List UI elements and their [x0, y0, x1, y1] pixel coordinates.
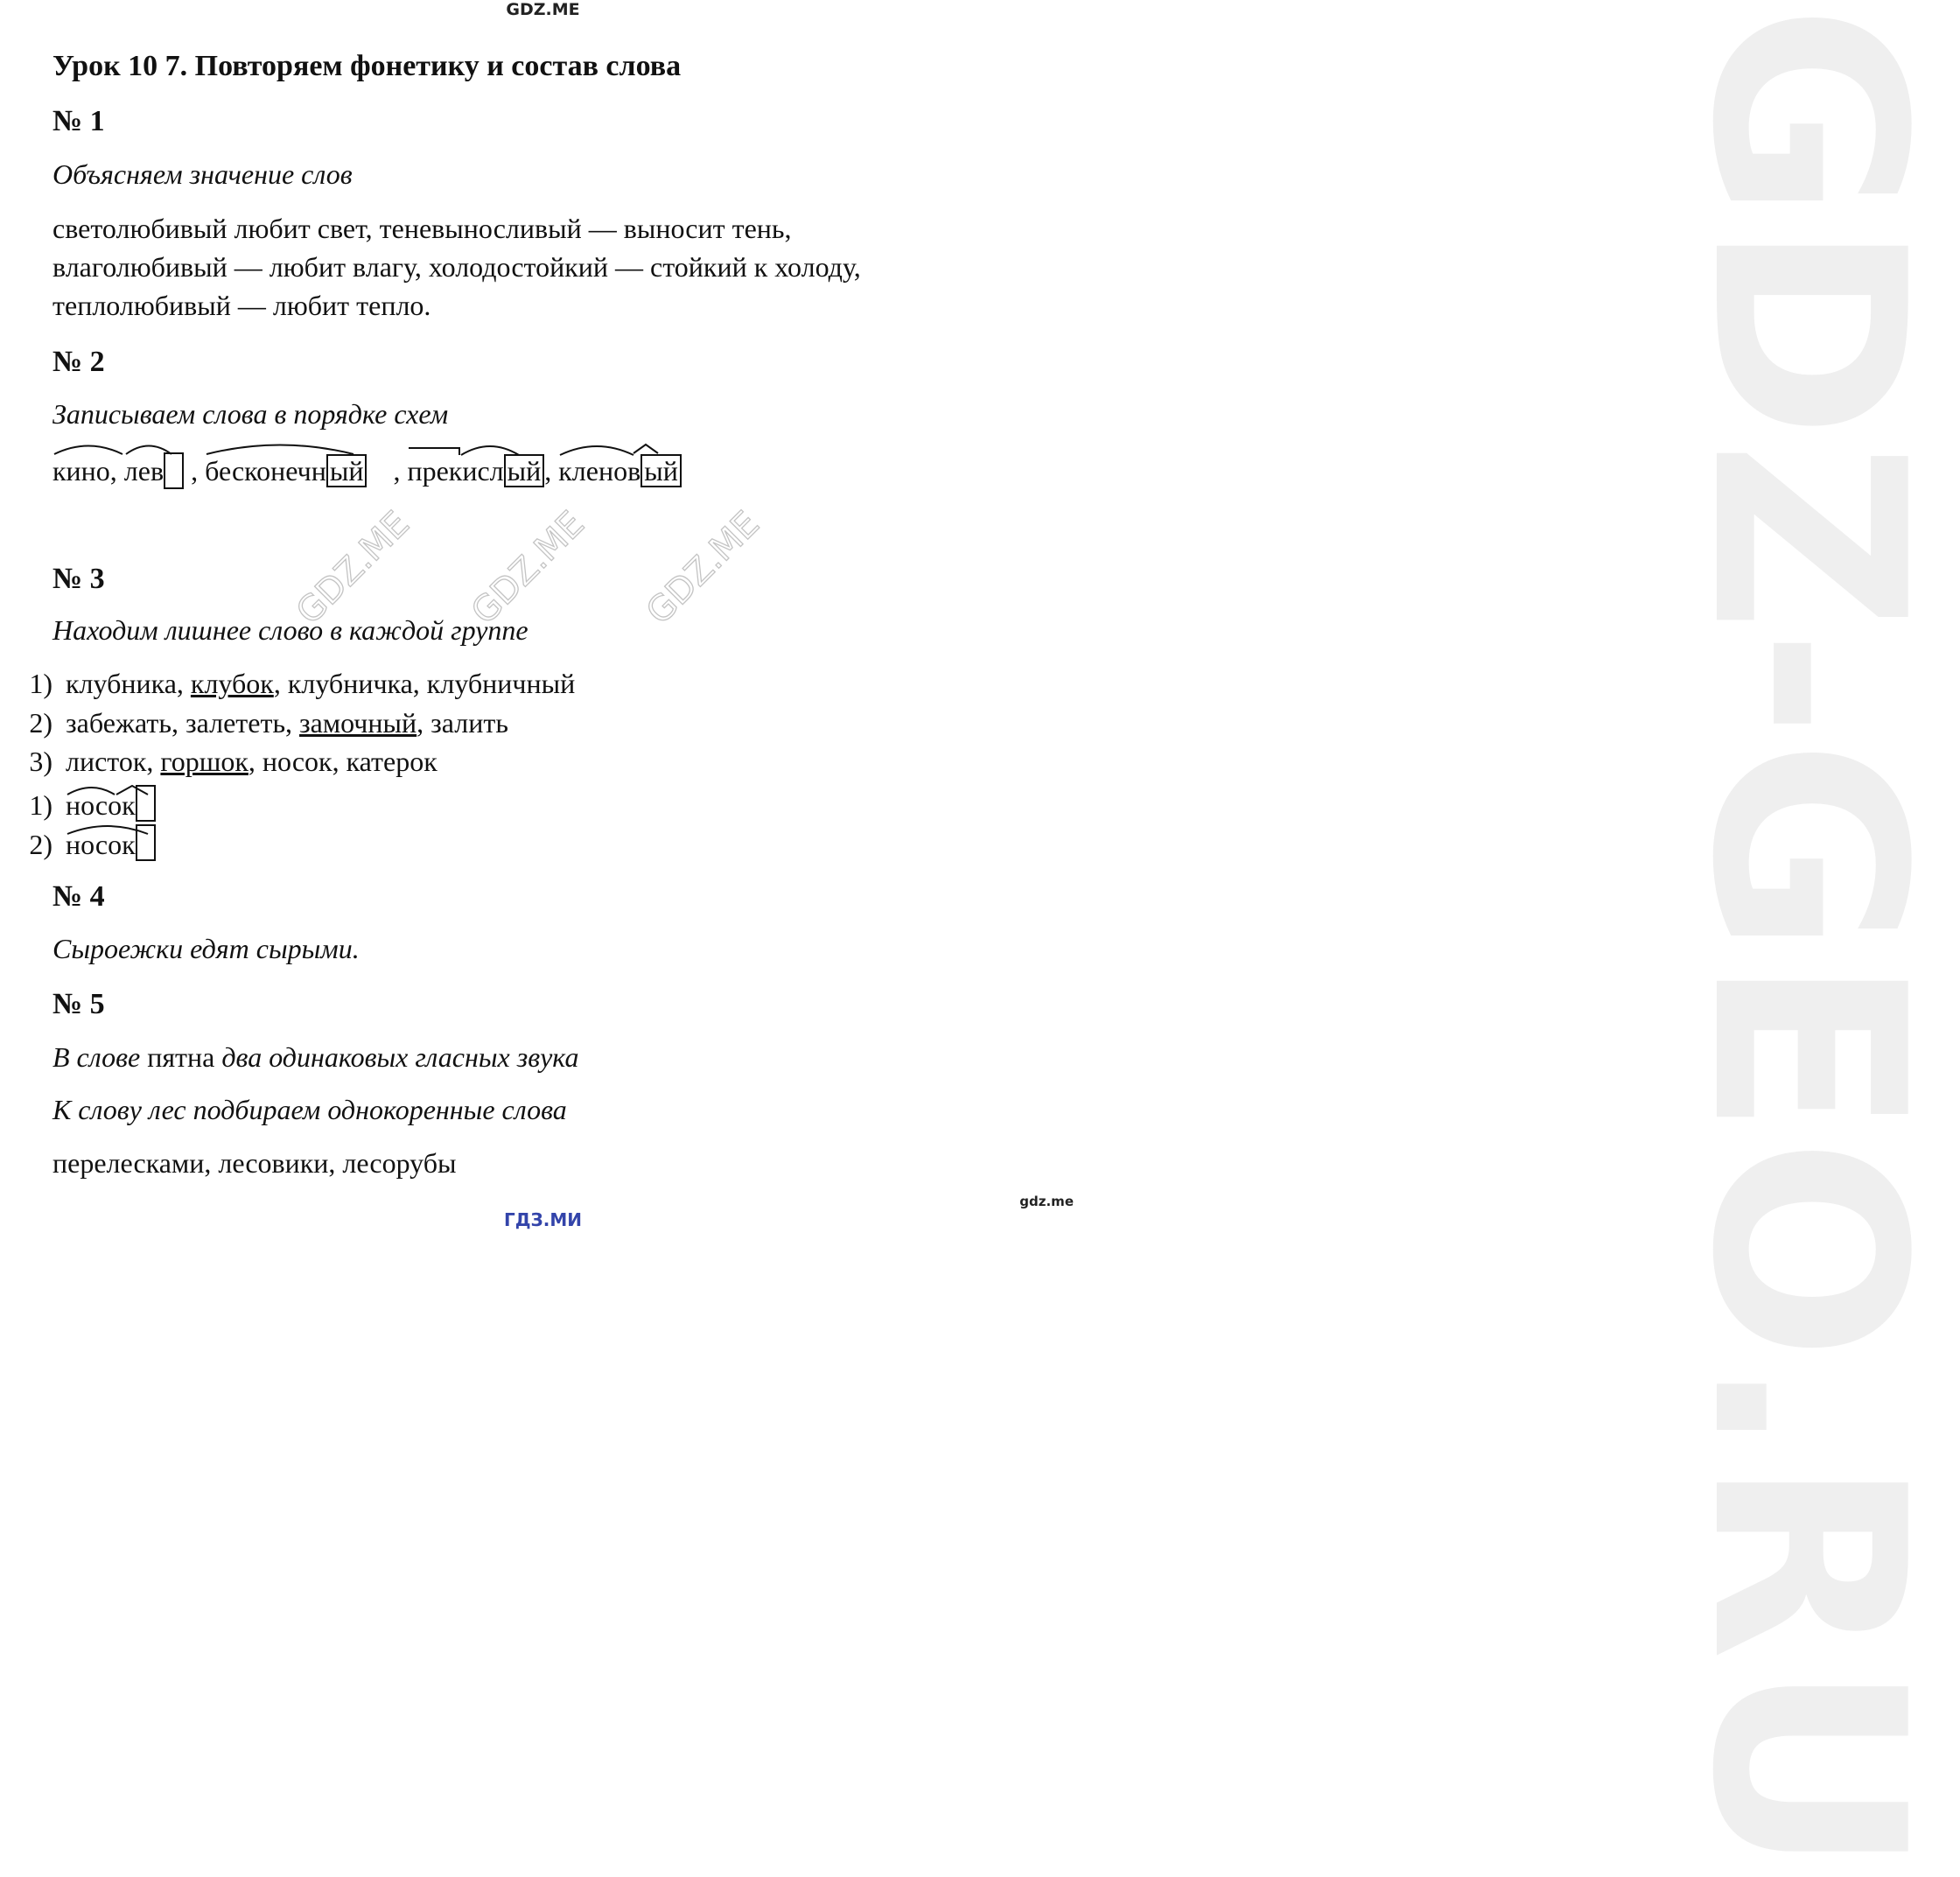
exercise-4-number: № 4	[52, 880, 105, 913]
exercise-3-task: Находим лишнее слово в каждой группе	[52, 614, 528, 646]
exercise-1-line: светолюбивый любит свет, теневыносливый — выносит тень,	[52, 213, 792, 244]
root-and-suffix-marks	[558, 441, 663, 455]
exercise-2-number: № 2	[52, 346, 105, 378]
ending-box: ый	[326, 454, 368, 487]
word-kino	[52, 455, 110, 487]
exercise-2-words	[52, 452, 682, 489]
site-header: GDZ.ME	[506, 0, 580, 19]
word-text: кино	[52, 455, 110, 487]
group-text: забежать, залететь,	[66, 707, 300, 739]
separator: ,	[109, 455, 117, 487]
list-number: 1)	[29, 668, 52, 699]
exercise-3-number: № 3	[52, 563, 105, 595]
exercise-2-task: Записываем слова в порядке схем	[52, 398, 449, 430]
exercise-4-answer: Сыроежки едят сырыми.	[52, 933, 360, 964]
page-title: Урок 10 7. Повторяем фонетику и состав слова	[52, 50, 682, 82]
word-prekislyi	[407, 455, 503, 487]
root-arc	[205, 441, 355, 455]
exercise-5-line-1	[52, 1041, 578, 1074]
word-text: пятна	[147, 1041, 215, 1073]
separator: ,	[393, 455, 401, 487]
exercise-5-task: К слову лес подбираем однокоренные слова	[52, 1094, 567, 1125]
word-lev	[124, 455, 164, 487]
odd-word: клубок	[190, 668, 274, 699]
root-and-suffix-marks	[66, 782, 153, 796]
parsed-word	[66, 789, 136, 822]
group-text: клубника,	[66, 668, 191, 699]
word-stem: прекисл	[407, 455, 504, 487]
exercise-1-answer	[52, 209, 1068, 325]
group-text: , залить	[416, 707, 508, 739]
list-number: 1)	[29, 789, 52, 821]
exercise-1-number: № 1	[52, 105, 105, 137]
list-number: 3)	[29, 746, 52, 777]
root-arc	[124, 441, 173, 455]
word-beskonechnyi	[205, 455, 326, 487]
prefix-and-root-marks	[407, 441, 521, 455]
parse-item	[4, 785, 156, 822]
site-corner-label: gdz.me	[1019, 1194, 1074, 1209]
parsed-word	[66, 829, 136, 861]
exercise-1-line: теплолюбивый — любит тепло.	[52, 290, 431, 321]
exercise-5-answer: перелесками, лесовики, лесорубы	[52, 1147, 457, 1179]
background-watermark-text: GDZ-GEO.RU	[1655, 4, 1960, 1877]
word-stem: бесконечн	[205, 455, 326, 487]
group-text: , клубничка, клубничный	[273, 668, 576, 699]
exercise-1-task: Объясняем значение слов	[52, 158, 353, 190]
word-stem: кленов	[558, 455, 641, 487]
zero-ending-box	[164, 452, 184, 489]
group-text: листок,	[66, 746, 161, 777]
word-text: лев	[123, 455, 164, 487]
task-text: два одинаковых гласных звука	[221, 1041, 579, 1073]
ending-box: ый	[504, 454, 545, 487]
ending-box: ый	[640, 454, 682, 487]
word-klenovyi	[558, 455, 640, 487]
root-arc	[52, 441, 124, 455]
group-item	[4, 746, 438, 778]
watermark-stamp: GDZ.ME	[639, 503, 767, 633]
watermark-stamp: GDZ.ME	[464, 503, 592, 633]
exercise-5-number: № 5	[52, 988, 105, 1020]
task-text: В слове	[52, 1041, 141, 1073]
site-footer: ГДЗ.МИ	[503, 1209, 582, 1230]
parse-item	[4, 824, 156, 861]
odd-word: замочный	[299, 707, 417, 739]
group-text: , носок, катерок	[248, 746, 438, 777]
separator: ,	[544, 455, 552, 487]
group-item	[4, 707, 508, 739]
background-watermark	[792, 0, 1960, 1877]
root-arc	[66, 822, 150, 836]
word-text: носок	[66, 829, 136, 860]
separator: ,	[191, 455, 199, 487]
group-item	[4, 668, 575, 700]
word-text: носок	[66, 789, 136, 821]
list-number: 2)	[29, 707, 52, 739]
exercise-1-line: влаголюбивый — любит влагу, холодостойкий — стойкий к холоду,	[52, 251, 861, 283]
watermark-stamp: GDZ.ME	[289, 503, 417, 633]
odd-word: горшок	[160, 746, 248, 777]
list-number: 2)	[29, 829, 52, 860]
